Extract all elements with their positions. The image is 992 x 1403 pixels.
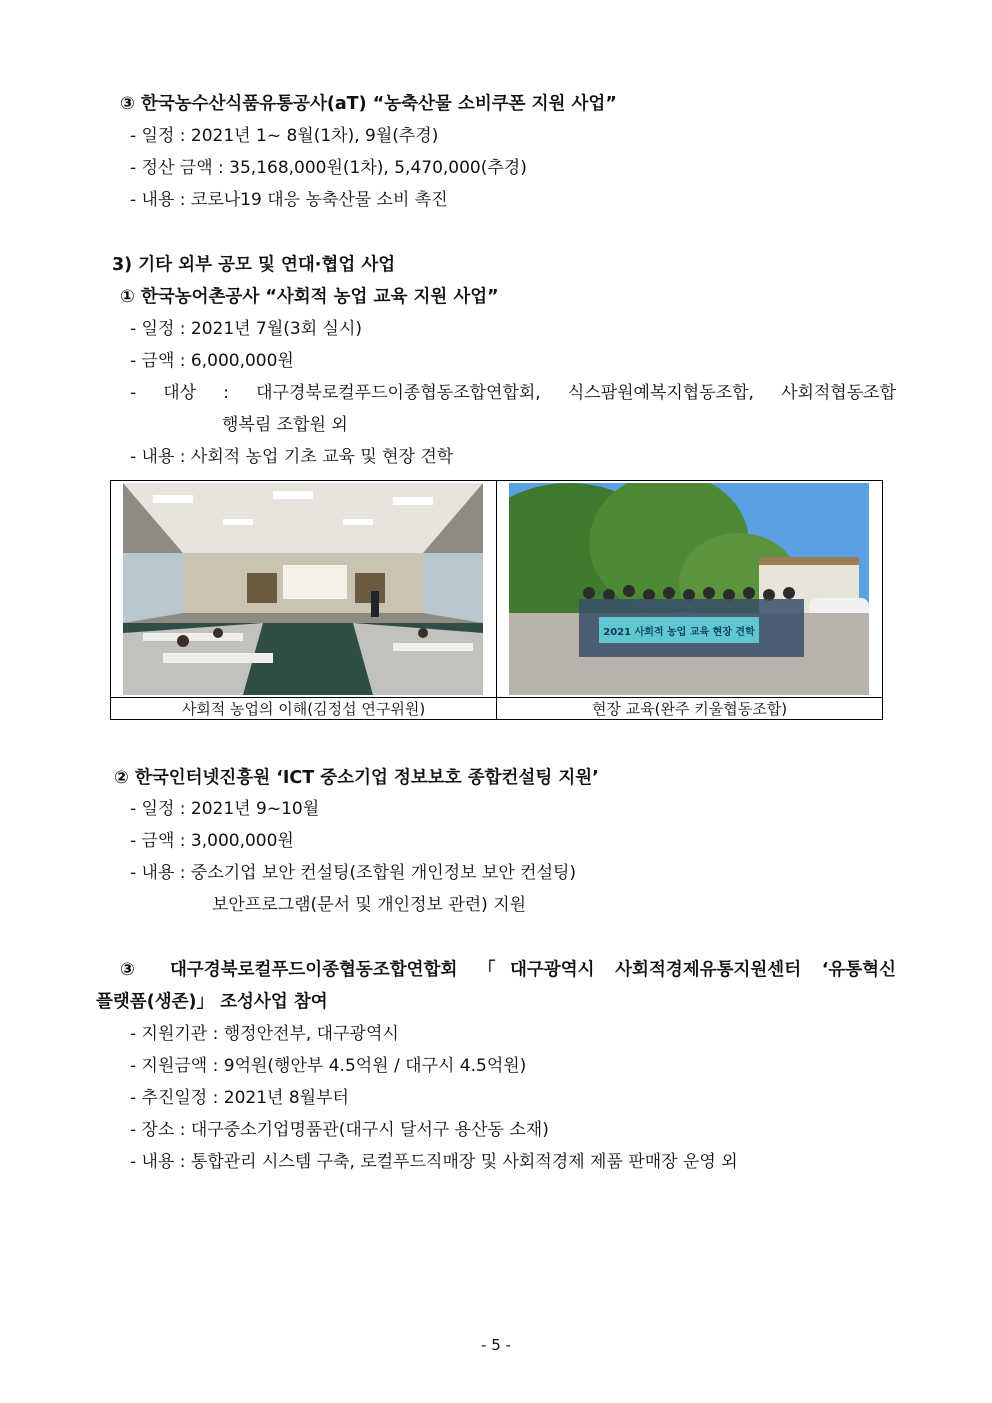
item2-content-line1: - 내용 : 중소기업 보안 컨설팅(조합원 개인정보 보안 컨설팅)	[130, 863, 577, 883]
item1-target-line1: - 대상 : 대구경북로컬푸드이종협동조합연합회, 식스팜원예복지협동조합, 사회적협동조합	[130, 383, 896, 403]
at-schedule: - 일정 : 2021년 1~ 8월(1차), 9월(추경)	[130, 126, 439, 146]
photo-left-caption: 사회적 농업의 이해(김정섭 연구위원)	[111, 697, 497, 719]
photo-cell-left	[111, 481, 497, 697]
item3-schedule: - 추진일정 : 2021년 8월부터	[130, 1088, 349, 1108]
page-number: - 5 -	[481, 1336, 511, 1354]
item2-schedule: - 일정 : 2021년 9~10월	[130, 799, 320, 819]
item1-target-line2: 행복림 조합원 외	[222, 415, 348, 435]
lecture-hall-photo	[123, 483, 483, 695]
photo-right-caption: 현장 교육(완주 키울협동조합)	[497, 697, 882, 719]
item1-schedule: - 일정 : 2021년 7월(3회 실시)	[130, 319, 362, 339]
photo-table	[110, 480, 883, 720]
item3-title-line2: 플랫폼(생존)」 조성사업 참여	[96, 992, 328, 1012]
item1-title: ① 한국농어촌공사 “사회적 농업 교육 지원 사업”	[120, 287, 499, 307]
item3-title-line1: ③ 대구경북로컬푸드이종협동조합연합회 「대구광역시 사회적경제유통지원센터 ‘유통혁신	[120, 960, 896, 980]
item2-content-line2: 보안프로그램(문서 및 개인정보 관련) 지원	[212, 895, 527, 915]
item2-title: ② 한국인터넷진흥원 ‘ICT 중소기업 정보보호 종합컨설팅 지원’	[114, 768, 599, 788]
at-content: - 내용 : 코로나19 대응 농축산물 소비 촉진	[130, 190, 448, 210]
item3-place: - 장소 : 대구중소기업명품관(대구시 달서구 용산동 소재)	[130, 1120, 549, 1140]
item3-agency: - 지원기관 : 행정안전부, 대구광역시	[130, 1024, 399, 1044]
at-project-title: ③ 한국농수산식품유통공사(aT) “농축산물 소비쿠폰 지원 사업”	[120, 94, 617, 114]
at-amount: - 정산 금액 : 35,168,000원(1차), 5,470,000(추경)	[130, 158, 527, 178]
item1-content: - 내용 : 사회적 농업 기초 교육 및 현장 견학	[130, 447, 454, 467]
item1-amount: - 금액 : 6,000,000원	[130, 351, 294, 371]
banner-text: 2021 사회적 농업 교육 현장 견학	[603, 627, 755, 638]
photo-cell-right	[497, 481, 882, 697]
section-3-heading: 3) 기타 외부 공모 및 연대·협업 사업	[112, 255, 396, 275]
item3-amount: - 지원금액 : 9억원(행안부 4.5억원 / 대구시 4.5억원)	[130, 1056, 527, 1076]
item2-amount: - 금액 : 3,000,000원	[130, 831, 294, 851]
item3-content: - 내용 : 통합관리 시스템 구축, 로컬푸드직매장 및 사회적경제 제품 판매장 운영 외	[130, 1152, 738, 1172]
field-trip-photo	[509, 483, 869, 695]
